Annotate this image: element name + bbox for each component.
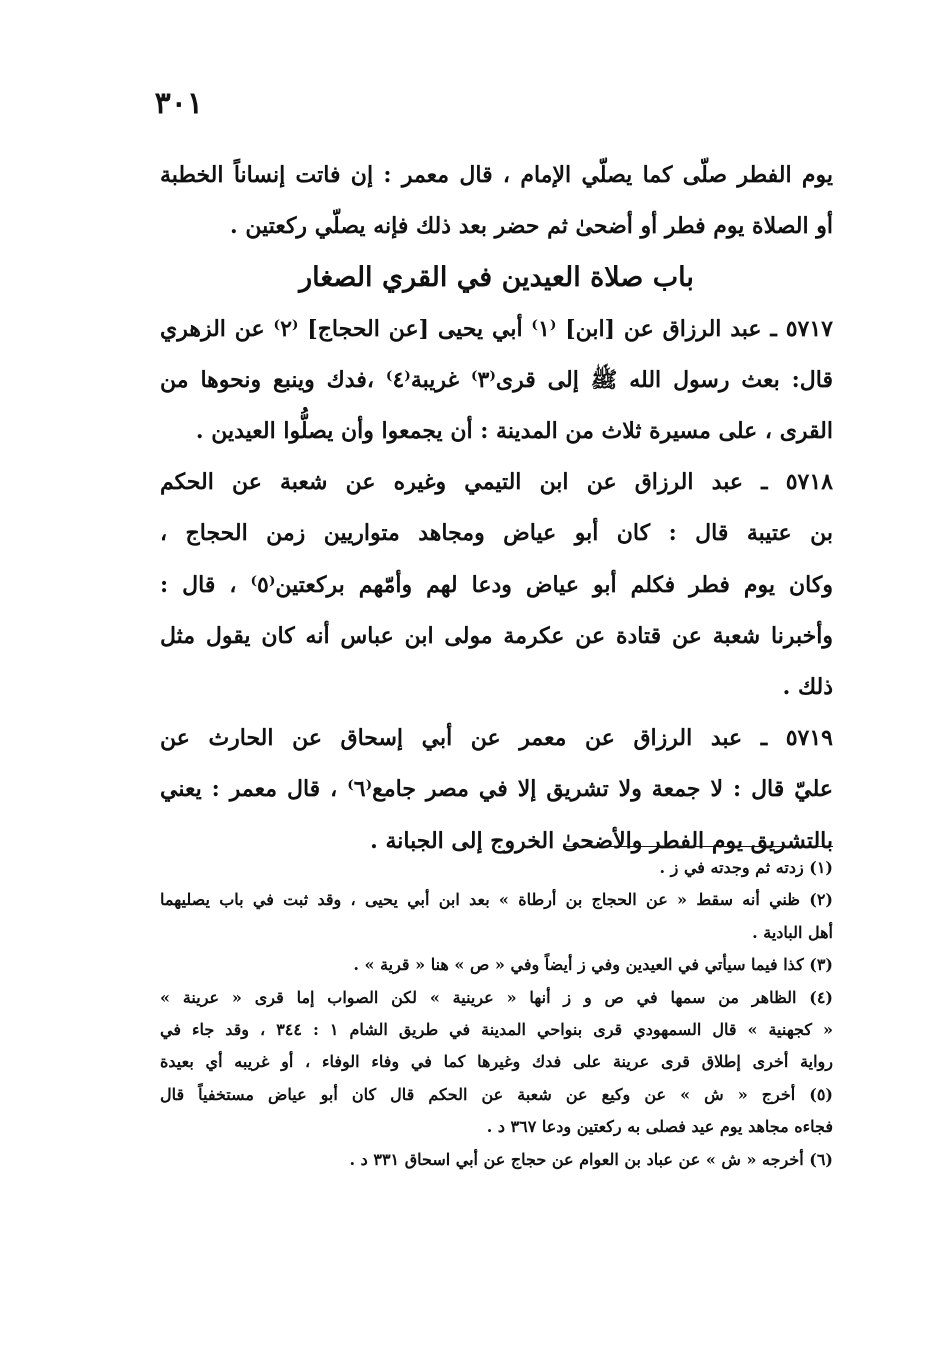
footnote-line: « كجهنية » قال السمهودي قرى بنواحي المدينة في طريق الشام ١ : ٣٤٤ ، وقد جاء في bbox=[160, 1020, 833, 1040]
chapter-heading: باب صلاة العيدين في القري الصغار bbox=[299, 262, 694, 294]
text-line: عليّ قال : لا جمعة ولا تشريق إلا في مصر جامع⁽٦⁾ ، قال معمر : يعني bbox=[160, 776, 833, 803]
text-line: القرى ، على مسيرة ثلاث من المدينة : أن يجمعوا وأن يصلُّوا العيدين . bbox=[195, 418, 833, 445]
footnotes bbox=[160, 852, 833, 1176]
text-line: بالتشريق يوم الفطر والأضحىٰ الخروج إلى الجبانة . bbox=[370, 827, 833, 854]
text-line: وكان يوم فطر فكلم أبو عياض ودعا لهم وأمّهم بركعتين⁽٥⁾ ، قال : bbox=[160, 571, 833, 598]
footnote-line: (١) زدته ثم وجدته في ز . bbox=[659, 858, 833, 877]
footnote-line: فجاءه مجاهد يوم عيد فصلى به ركعتين ودعا ٣٦٧ د . bbox=[486, 1117, 833, 1137]
text-line: وأخبرنا شعبة عن قتادة عن عكرمة مولى ابن عباس أنه كان يقول مثل bbox=[160, 622, 833, 649]
text-line: أو الصلاة يوم فطر أو أضحىٰ ثم حضر بعد ذلك فإنه يصلّي ركعتين . bbox=[230, 213, 833, 240]
main-text bbox=[160, 150, 833, 867]
text-line: ٥٧١٨ ـ عبد الرزاق عن ابن التيمي وغيره عن شعبة عن الحكم bbox=[160, 469, 833, 496]
text-line: بن عتيبة قال : كان أبو عياض ومجاهد متواريين زمن الحجاج ، bbox=[160, 520, 833, 547]
footnote-line: أهل البادية . bbox=[752, 922, 833, 942]
footnote-line: رواية أخرى إطلاق قرى عرينة على فدك وغيرها كما في وفاء الوفاء ، أو غريبه أي بعيدة bbox=[160, 1052, 833, 1072]
footnote-divider bbox=[565, 846, 833, 847]
footnote-line: (٣) كذا فيما سيأتي في العيدين وفي ز أيضاً وفي « ص » هنا « قرية » . bbox=[353, 955, 833, 975]
footnote-line: (٥) أخرج « ش » عن وكيع عن شعبة عن الحكم قال كان أبو عياض مستخفياً قال bbox=[160, 1084, 833, 1104]
footnote-line: (٦) أخرجه « ش » عن عباد بن العوام عن حجاج عن أبي اسحاق ٣٣١ د . bbox=[349, 1149, 833, 1169]
footnote-line: (٤) الظاهر من سمها في ص و ز أنها « عرينية » لكن الصواب إما قرى « عرينة » bbox=[160, 987, 833, 1007]
footnote-line: (٢) ظني أنه سقط « عن الحجاج بن أرطاة » بعد ابن أبي يحيى ، وقد ثبت في باب يصليهما bbox=[160, 890, 833, 910]
text-line: يوم الفطر صلّى كما يصلّي الإمام ، قال معمر : إن فاتت إنساناً الخطبة bbox=[160, 162, 833, 188]
page-number: ٣٠١ bbox=[154, 86, 203, 121]
text-line: قال: بعث رسول الله ﷺ إلى قرى⁽٣⁾ غريبة⁽٤⁾ ،فدك وينبع ونحوها من bbox=[160, 366, 833, 393]
text-line: ٥٧١٧ ـ عبد الرزاق عن [ابن] ⁽١⁾ أبي يحيى [عن الحجاج] ⁽٢⁾ عن الزهري bbox=[160, 315, 833, 342]
text-line: ٥٧١٩ ـ عبد الرزاق عن معمر عن أبي إسحاق عن الحارث عن bbox=[160, 725, 833, 752]
text-line: ذلك . bbox=[782, 674, 833, 701]
